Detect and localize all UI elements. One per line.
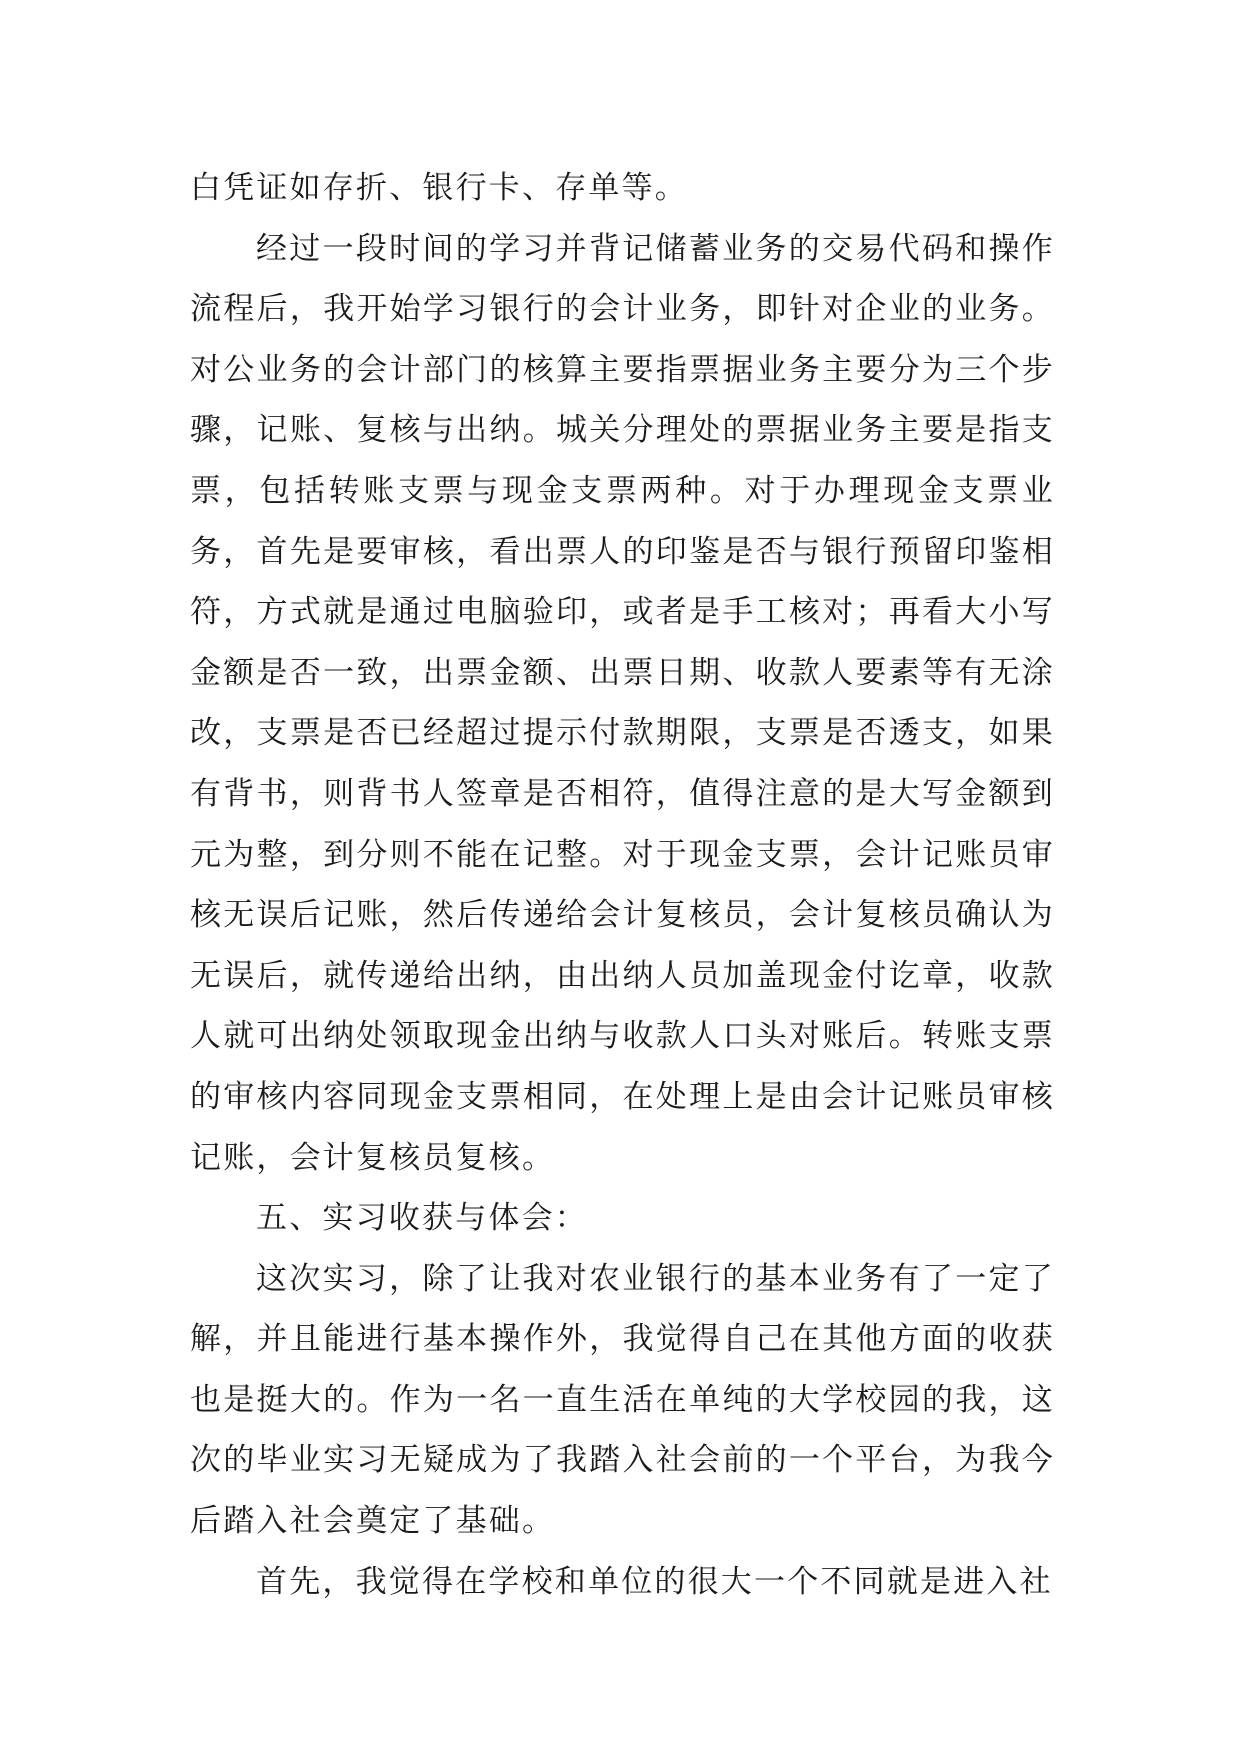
paragraph-1: 白凭证如存折、银行卡、存单等。	[190, 170, 688, 206]
paragraph-4: 首先，我觉得在学校和单位的很大一个不同就是进入社	[256, 1563, 1053, 1600]
paragraph-3: 这次实习，除了让我对农业银行的基本业务有了一定了解，并且能进行基本操作外，我觉得自己在其他方面的收获也是挺大的。作为一名一直生活在单纯的大学校园的我，这次的毕业实习无疑成为了我踏入社会前的一个平台，为我今后踏入社会奠定了基础。	[190, 1260, 1055, 1540]
paragraph-2: 经过一段时间的学习并背记储蓄业务的交易代码和操作流程后，我开始学习银行的会计业务，即针对企业的业务。对公业务的会计部门的核算主要指票据业务主要分为三个步骤，记账、复核与出纳。城关分理处的票据业务主要是指支票，包括转账支票与现金支票两种。对于办理现金支票业务，首先是要审核，看出票人的印鉴是否与银行预留印鉴相符，方式就是通过电脑验印，或者是手工核对；再看大小写金额是否一致，出票金额、出票日期、收款人要素等有无涂改，支票是否已经超过提示付款期限，支票是否透支，如果有背书，则背书人签章是否相符，值得注意的是大写金额到元为整，到分则不能在记整。对于现金支票，会计记账员审核无误后记账，然后传递给会计复核员，会计复核员确认为无误后，就传递给出纳，由出纳人员加盖现金付讫章，收款人就可出纳处领取现金出纳与收款人口头对账后。转账支票的审核内容同现金支票相同，在处理上是由会计记账员审核记账，会计复核员复核。	[190, 230, 1055, 1176]
body-text	[190, 158, 1055, 1612]
section-heading: 五、实习收获与体会：	[256, 1200, 588, 1237]
